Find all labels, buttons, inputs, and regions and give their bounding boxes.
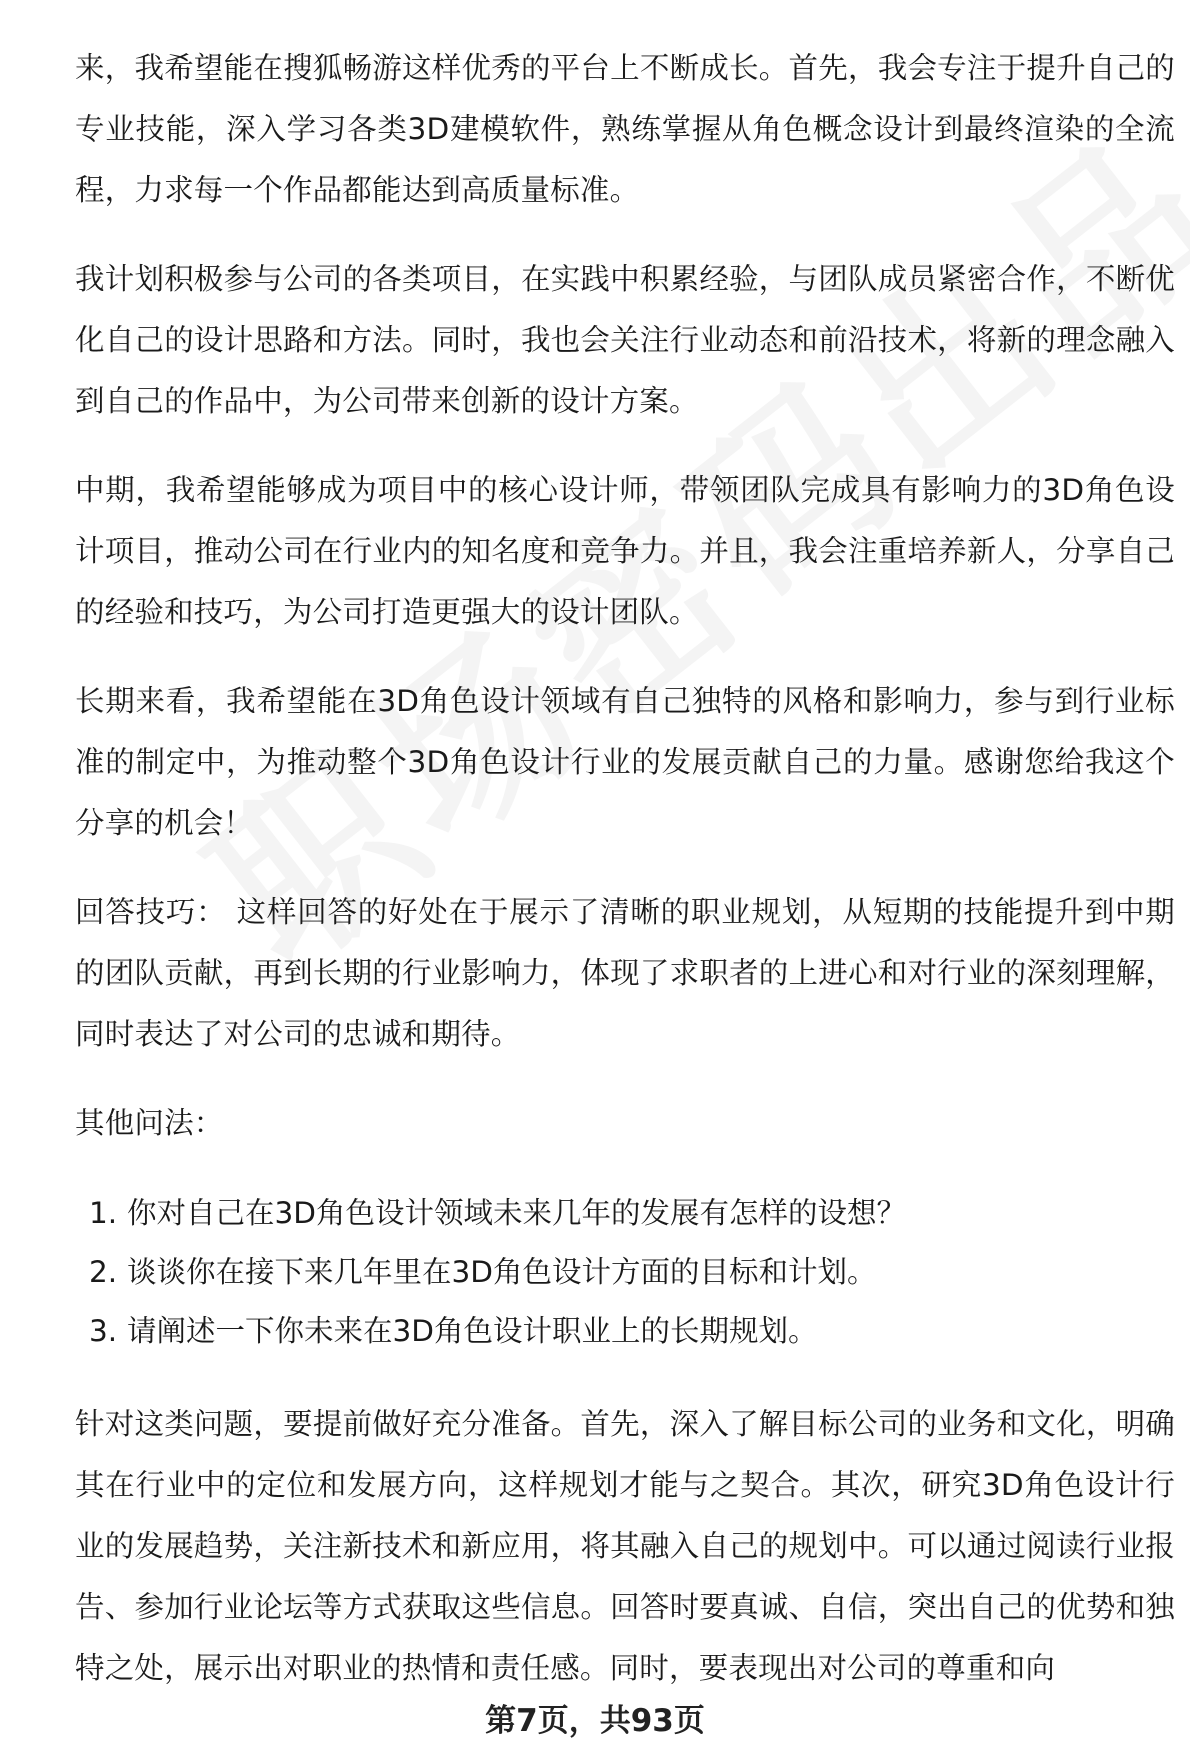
paragraph-answer-tips: 回答技巧： 这样回答的好处在于展示了清晰的职业规划，从短期的技能提升到中期的团队贡献，再到长期的行业影响力，体现了求职者的上进心和对行业的深刻理解，同时表达了对公司的忠诚和期待。 — [75, 895, 1175, 1051]
paragraph-short-term: 来，我希望能在搜狐畅游这样优秀的平台上不断成长。首先，我会专注于提升自己的专业技能，深入学习各类3D建模软件，熟练掌握从角色概念设计到最终渲染的全流程，力求每一个作品都能达到高质量标准。 — [75, 51, 1175, 207]
list-item — [89, 1184, 1175, 1243]
other-questions-list — [75, 1184, 1175, 1361]
document-body — [75, 38, 1175, 1727]
other-questions-heading: 其他问法： — [75, 1106, 224, 1140]
list-item — [89, 1302, 1175, 1361]
list-item-number: 2. — [89, 1255, 118, 1289]
paragraph-projects: 我计划积极参与公司的各类项目，在实践中积累经验，与团队成员紧密合作，不断优化自己的设计思路和方法。同时，我也会关注行业动态和前沿技术，将新的理念融入到自己的作品中，为公司带来创新的设计方案。 — [75, 262, 1175, 418]
paragraph-mid-term: 中期，我希望能够成为项目中的核心设计师，带领团队完成具有影响力的3D角色设计项目，推动公司在行业内的知名度和竞争力。并且，我会注重培养新人，分享自己的经验和技巧，为公司打造更强大的设计团队。 — [75, 473, 1175, 629]
list-item-text: 谈谈你在接下来几年里在3D角色设计方面的目标和计划。 — [127, 1255, 877, 1289]
list-item-number: 3. — [89, 1314, 118, 1348]
list-item-text: 请阐述一下你未来在3D角色设计职业上的长期规划。 — [127, 1314, 818, 1348]
page-number-footer: 第7页，共93页 — [485, 1703, 705, 1739]
list-item-number: 1. — [89, 1196, 118, 1230]
list-item-text: 你对自己在3D角色设计领域未来几年的发展有怎样的设想？ — [127, 1196, 906, 1230]
paragraph-preparation-advice: 针对这类问题，要提前做好充分准备。首先，深入了解目标公司的业务和文化，明确其在行业中的定位和发展方向，这样规划才能与之契合。其次，研究3D角色设计行业的发展趋势，关注新技术和新应用，将其融入自己的规划中。可以通过阅读行业报告、参加行业论坛等方式获取这些信息。回答时要真诚、自信，突出自己的优势和独特之处，展示出对职业的热情和责任感。同时，要表现出对公司的尊重和向 — [75, 1407, 1175, 1685]
list-item — [89, 1243, 1175, 1302]
paragraph-long-term: 长期来看，我希望能在3D角色设计领域有自己独特的风格和影响力，参与到行业标准的制定中，为推动整个3D角色设计行业的发展贡献自己的力量。感谢您给我这个分享的机会！ — [75, 684, 1175, 840]
